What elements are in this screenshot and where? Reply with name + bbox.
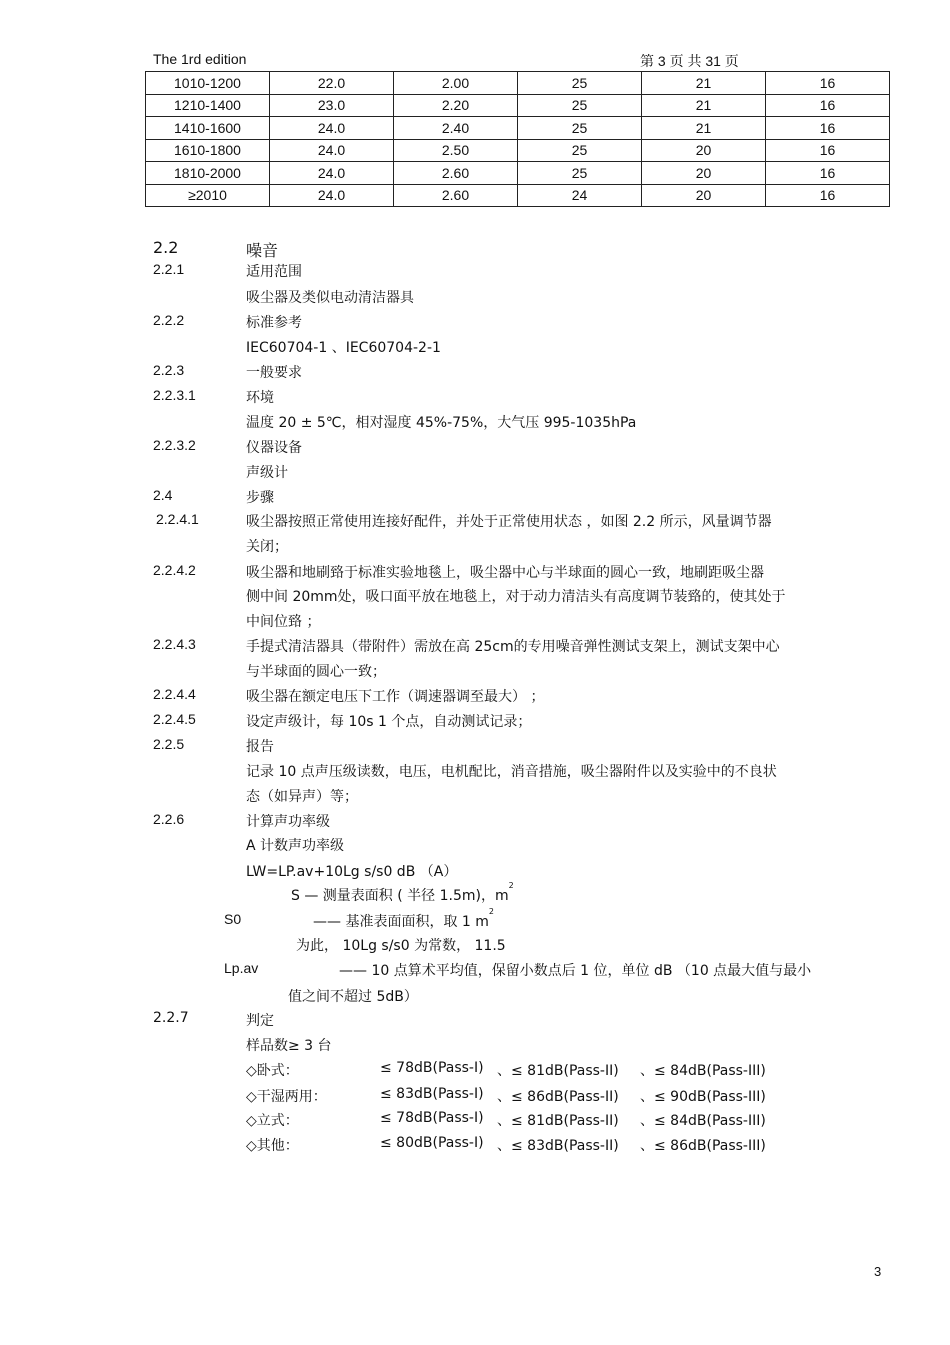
table-cell: 2.20 (394, 94, 518, 117)
formula-s-line: S — 测量表面积 ( 半径 1.5m)，$m^2$ (291, 881, 514, 904)
clause-number: 2.2.4.2 (153, 562, 196, 578)
judge-sample-count: 样品数≥ 3 台 (246, 1038, 332, 1054)
clause-text: 环境 (246, 390, 274, 406)
judge-number: 2.2.7 (153, 1010, 189, 1026)
table-cell: 24.0 (270, 139, 394, 162)
clause-text: 中间位臵 ； (246, 614, 321, 630)
table-cell: 2.40 (394, 117, 518, 140)
clause-text: 温度 20 ± 5℃，相对湿度 45%-75%，大气压 995-1035hPa (246, 415, 637, 431)
table-cell: ≥2010 (146, 184, 270, 207)
table-cell: 21 (642, 72, 766, 95)
clause-text: 吸尘器在额定电压下工作（调速器调至最大） ； (246, 689, 545, 705)
judge-limit-pass-ii: 、≤ 83dB(Pass-II) (497, 1138, 619, 1154)
clause-number: 2.2.4.1 (156, 511, 199, 527)
judge-limit-pass-iii: 、≤ 84dB(Pass-III) (640, 1063, 766, 1079)
table-cell: 16 (766, 139, 890, 162)
clause-text: 设定声级计，每 10s 1 个点，自动测试记录； (246, 714, 532, 730)
clause-text: 仪器设备 (246, 440, 302, 456)
table-cell: 2.00 (394, 72, 518, 95)
table-row (146, 117, 890, 140)
judge-limit-pass-iii: 、≤ 84dB(Pass-III) (640, 1113, 766, 1129)
judge-category-label: ◇干湿两用： (246, 1089, 327, 1105)
clause-number: 2.2.4.3 (153, 636, 196, 652)
judge-limit-pass-i: ≤ 83dB(Pass-I) (380, 1086, 484, 1102)
clause-number: 2.2.3 (153, 362, 185, 378)
clause-text: 与半球面的圆心一致； (246, 664, 386, 680)
judge-category-label: ◇其他： (246, 1138, 299, 1154)
table-row (146, 139, 890, 162)
formula-constant-line: 为此， 10Lg s/s0 为常数， 11.5 (296, 938, 506, 954)
table-cell: 16 (766, 117, 890, 140)
table-cell: 24.0 (270, 162, 394, 185)
formula-s0-label: S0 (224, 911, 242, 927)
formula-lpav-text: —— 10 点算术平均值，保留小数点后 1 位，单位 dB （10 点最大值与最小 (339, 963, 812, 979)
judge-title: 判定 (246, 1013, 274, 1029)
clause-number: 2.2.1 (153, 261, 185, 277)
judge-limit-pass-iii: 、≤ 86dB(Pass-III) (640, 1138, 766, 1154)
clause-number: 2.4 (153, 487, 173, 503)
clause-number: 2.2.2 (153, 312, 185, 328)
clause-text: 一般要求 (246, 365, 302, 381)
page-number: 3 (874, 1264, 882, 1279)
clause-text: IEC60704-1 、IEC60704-2-1 (246, 340, 441, 356)
formula-lpav-continued: 值之间不超过 5dB） (288, 989, 418, 1005)
formula-s0-text: —— 基准表面面积，取 1 $m^2$ (313, 907, 494, 930)
clause-text: 关闭； (246, 539, 288, 555)
judge-limit-pass-ii: 、≤ 86dB(Pass-II) (497, 1089, 619, 1105)
clause-number: 2.2.3.2 (153, 437, 196, 453)
clause-text: 态（如异声）等； (246, 789, 358, 805)
formula-lpav-label: Lp.av (224, 960, 259, 976)
clause-text: 吸尘器按照正常使用连接好配件，并处于正常使用状态 ，如图 2.2 所示，风量调节器 (246, 514, 772, 530)
judge-limit-pass-i: ≤ 80dB(Pass-I) (380, 1135, 484, 1151)
table-cell: 24.0 (270, 184, 394, 207)
table-cell: 2.60 (394, 184, 518, 207)
table-cell: 2.60 (394, 162, 518, 185)
table-cell: 25 (518, 117, 642, 140)
table-cell: 20 (642, 139, 766, 162)
spec-table (145, 71, 890, 207)
clause-text: 手提式清洁器具（带附件）需放在高 25cm的专用噪音弹性测试支架上，测试支架中心 (246, 639, 780, 655)
clause-text: LW=LP.av+10Lg s/s0 dB （A） (246, 864, 458, 880)
table-cell: 25 (518, 162, 642, 185)
clause-text: 吸尘器和地刷臵于标准实验地毯上，吸尘器中心与半球面的圆心一致，地刷距吸尘器 (246, 565, 764, 581)
judge-category-label: ◇卧式： (246, 1063, 299, 1079)
table-cell: 23.0 (270, 94, 394, 117)
judge-limit-pass-iii: 、≤ 90dB(Pass-III) (640, 1089, 766, 1105)
clause-text: A 计数声功率级 (246, 838, 345, 854)
table-cell: 1010-1200 (146, 72, 270, 95)
page-counter: 第 3 页 共 31 页 (640, 53, 739, 69)
table-row (146, 184, 890, 207)
judge-limit-pass-ii: 、≤ 81dB(Pass-II) (497, 1113, 619, 1129)
table-cell: 2.50 (394, 139, 518, 162)
clause-text: 标准参考 (246, 315, 302, 331)
section-title: 噪音 (246, 241, 279, 260)
table-cell: 22.0 (270, 72, 394, 95)
clause-text: 步骤 (246, 490, 274, 506)
clause-number: 2.2.3.1 (153, 387, 196, 403)
edition-label: The 1rd edition (153, 51, 247, 67)
clause-number: 2.2.4.5 (153, 711, 196, 727)
clause-text: 吸尘器及类似电动清洁器具 (246, 290, 414, 306)
table-cell: 16 (766, 184, 890, 207)
judge-category-label: ◇立式： (246, 1113, 299, 1129)
clause-text: 记录 10 点声压级读数，电压，电机配比，消音措施，吸尘器附件以及实验中的不良状 (246, 764, 777, 780)
table-cell: 16 (766, 162, 890, 185)
table-row (146, 94, 890, 117)
clause-text: 声级计 (246, 465, 288, 481)
table-row (146, 162, 890, 185)
table-cell: 1210-1400 (146, 94, 270, 117)
table-cell: 1810-2000 (146, 162, 270, 185)
table-cell: 24.0 (270, 117, 394, 140)
table-cell: 25 (518, 139, 642, 162)
table-cell: 25 (518, 94, 642, 117)
table-cell: 16 (766, 94, 890, 117)
clause-number: 2.2.5 (153, 736, 185, 752)
table-cell: 24 (518, 184, 642, 207)
clause-number: 2.2.4.4 (153, 686, 196, 702)
judge-limit-pass-ii: 、≤ 81dB(Pass-II) (497, 1063, 619, 1079)
clause-text: 适用范围 (246, 264, 302, 280)
table-cell: 1610-1800 (146, 139, 270, 162)
clause-number: 2.2.6 (153, 811, 185, 827)
judge-limit-pass-i: ≤ 78dB(Pass-I) (380, 1110, 484, 1126)
judge-limit-pass-i: ≤ 78dB(Pass-I) (380, 1060, 484, 1076)
clause-text: 侧中间 20mm处，吸口面平放在地毯上，对于动力清洁头有高度调节装臵的，使其处于 (246, 589, 786, 605)
table-cell: 21 (642, 117, 766, 140)
section-number: 2.2 (153, 238, 179, 257)
table-cell: 16 (766, 72, 890, 95)
clause-text: 报告 (246, 739, 274, 755)
table-cell: 21 (642, 94, 766, 117)
clause-text: 计算声功率级 (246, 814, 330, 830)
table-cell: 1410-1600 (146, 117, 270, 140)
table-cell: 25 (518, 72, 642, 95)
table-cell: 20 (642, 162, 766, 185)
table-row (146, 72, 890, 95)
table-cell: 20 (642, 184, 766, 207)
